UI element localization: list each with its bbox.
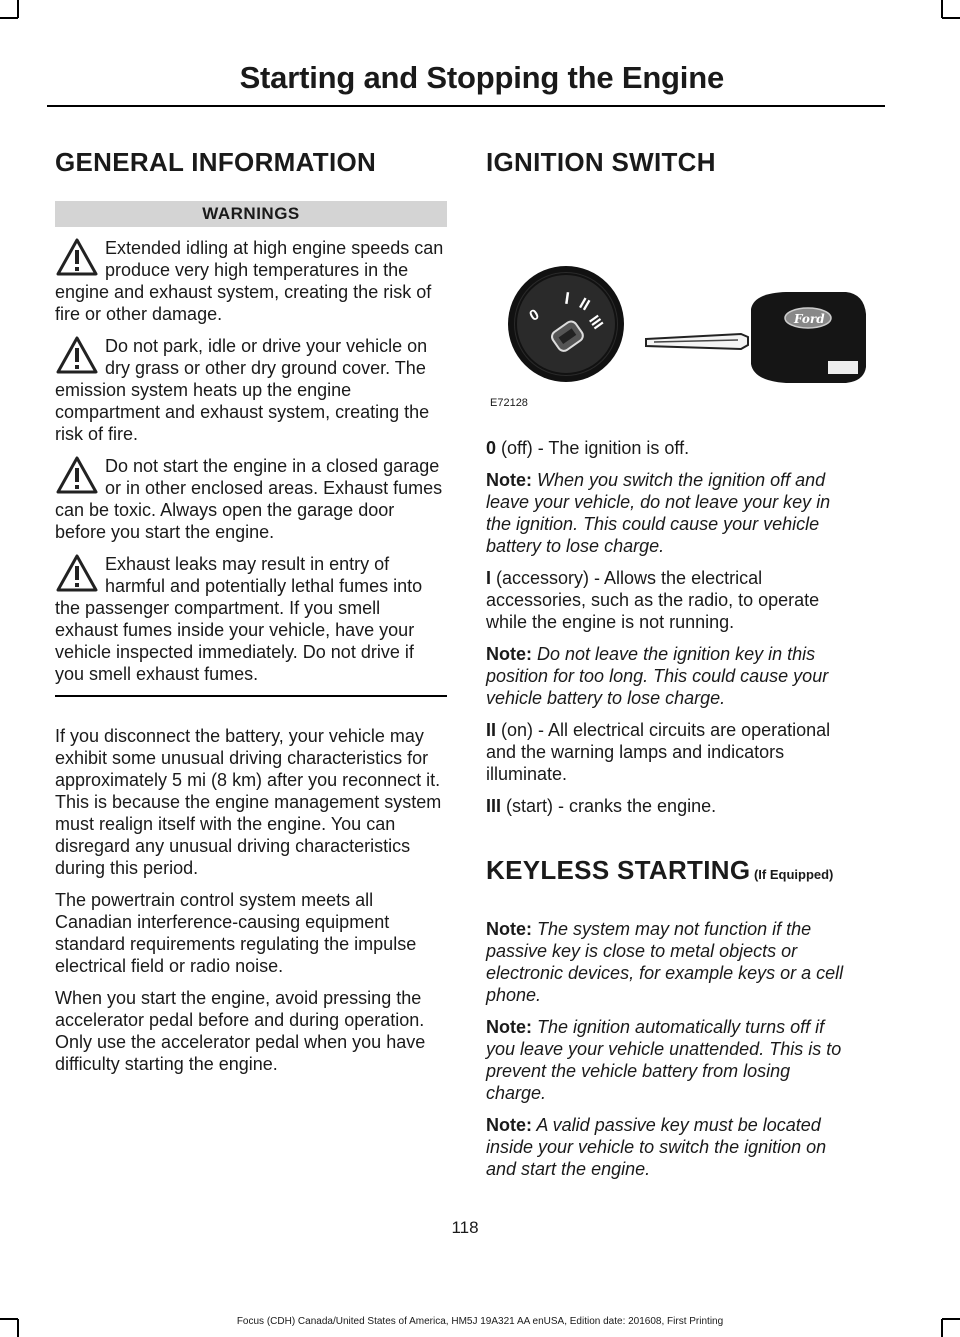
warning-triangle-icon xyxy=(55,237,99,277)
ignition-position-1 xyxy=(486,567,851,633)
position-label: III xyxy=(486,796,502,816)
crop-mark xyxy=(941,0,943,18)
note-paragraph xyxy=(486,1016,851,1104)
section-heading-ignition-switch: IGNITION SWITCH xyxy=(486,147,716,177)
position-text: (accessory) - Allows the electrical accessories, such as the radio, to operate while the engine is not running. xyxy=(486,568,820,632)
position-label: I xyxy=(486,568,492,588)
note-paragraph xyxy=(486,469,851,557)
warning-triangle-icon xyxy=(55,553,99,593)
keyless-heading-text: KEYLESS STARTING xyxy=(486,855,751,885)
body-paragraph: If you disconnect the battery, your vehicle may exhibit some unusual driving characteristics for approximately 5 mi (8 km) after you reconnect it. This is because the engine management system must realign itself with the engine. You can disregard any unusual driving characteristics during this period. xyxy=(55,726,442,878)
warning-text: Exhaust leaks may result in entry of harmful and potentially lethal fumes into the passenger compartment. If you smell exhaust fumes inside your vehicle, have your vehicle inspected immediately. Do not drive if you smell exhaust fumes. xyxy=(55,554,423,684)
warning-text: Extended idling at high engine speeds can produce very high temperatures in the engine and exhaust system, creating the risk of fire or other damage. xyxy=(55,238,444,324)
note-text: Do not leave the ignition key in this position for too long. This could cause your vehicle battery to lose charge. xyxy=(486,644,829,708)
note-text: A valid passive key must be located inside your vehicle to switch the ignition on and start the engine. xyxy=(486,1115,827,1179)
page-footer: Focus (CDH) Canada/United States of America, HM5J 19A321 AA enUSA, Edition date: 201608, First Printing xyxy=(236,1316,724,1327)
note-label: Note: xyxy=(486,919,532,939)
note-text: The system may not function if the passive key is close to metal objects or electronic devices, for example keys or a cell phone. xyxy=(486,919,844,1005)
right-column xyxy=(486,145,851,1180)
page-header-title: Starting and Stopping the Engine xyxy=(239,60,724,95)
note-paragraph xyxy=(486,1114,851,1180)
page-number: 118 xyxy=(451,1218,479,1237)
key-brand-logo: Ford xyxy=(794,312,825,326)
dial-label-0: 0 xyxy=(526,305,543,325)
note-label: Note: xyxy=(486,644,532,664)
warning-text: Do not start the engine in a closed garage or in other enclosed areas. Exhaust fumes can be toxic. Always open the garage door before you start the engine. xyxy=(55,456,443,542)
note-paragraph xyxy=(486,643,851,709)
body-paragraph: The powertrain control system meets all Canadian interference-causing equipment standard requirements regulating the impulse electrical field or radio noise. xyxy=(55,890,417,976)
ignition-position-3 xyxy=(486,795,851,817)
note-label: Note: xyxy=(486,1115,532,1135)
note-paragraph xyxy=(486,918,851,1006)
position-text: (on) - All electrical circuits are operational and the warning lamps and indicators illuminate. xyxy=(486,720,831,784)
note-text: When you switch the ignition off and leave your vehicle, do not leave your key in the ignition. This could cause your vehicle battery to lose charge. xyxy=(486,470,831,556)
warnings-end-rule xyxy=(55,695,447,697)
crop-mark xyxy=(0,17,18,19)
note-label: Note: xyxy=(486,1017,532,1037)
figure-code: E72128 xyxy=(490,397,528,409)
ignition-key-figure xyxy=(486,189,851,427)
position-text: (start) - cranks the engine. xyxy=(501,796,717,816)
crop-mark xyxy=(17,0,19,18)
warning-text: Do not park, idle or drive your vehicle on dry grass or other dry ground cover. The emission system heats up the engine compartment and exhaust system, creating the risk of fire. xyxy=(55,336,430,444)
section-heading-general-information: GENERAL INFORMATION xyxy=(55,147,377,177)
position-text: (off) - The ignition is off. xyxy=(496,438,690,458)
ignition-position-2 xyxy=(486,719,851,785)
crop-mark xyxy=(942,17,960,19)
warning-item xyxy=(55,335,447,445)
left-column xyxy=(55,145,447,1075)
dial-label-2: II xyxy=(576,295,593,315)
warnings-heading: WARNINGS xyxy=(55,201,447,227)
warning-triangle-icon xyxy=(55,455,99,495)
position-label: II xyxy=(486,720,497,740)
ignition-position-0 xyxy=(486,437,851,459)
warning-item xyxy=(55,455,447,543)
body-paragraph: When you start the engine, avoid pressing the accelerator pedal before and during operation. Only use the accelerator pedal when you have difficulty starting the engine. xyxy=(55,988,426,1074)
note-text: The ignition automatically turns off if you leave your vehicle unattended. This is to prevent the vehicle battery from losing charge. xyxy=(486,1017,842,1103)
warning-item xyxy=(55,553,447,685)
position-label: 0 xyxy=(486,438,497,458)
warning-item xyxy=(55,237,447,325)
if-equipped-label: (If Equipped) xyxy=(750,867,834,882)
dial-label-3: III xyxy=(585,312,607,333)
note-label: Note: xyxy=(486,470,532,490)
warning-triangle-icon xyxy=(55,335,99,375)
ignition-switch-illustration xyxy=(486,189,871,389)
section-heading-keyless-starting xyxy=(486,853,851,892)
header-rule xyxy=(47,105,885,107)
dial-label-1: I xyxy=(563,288,571,309)
